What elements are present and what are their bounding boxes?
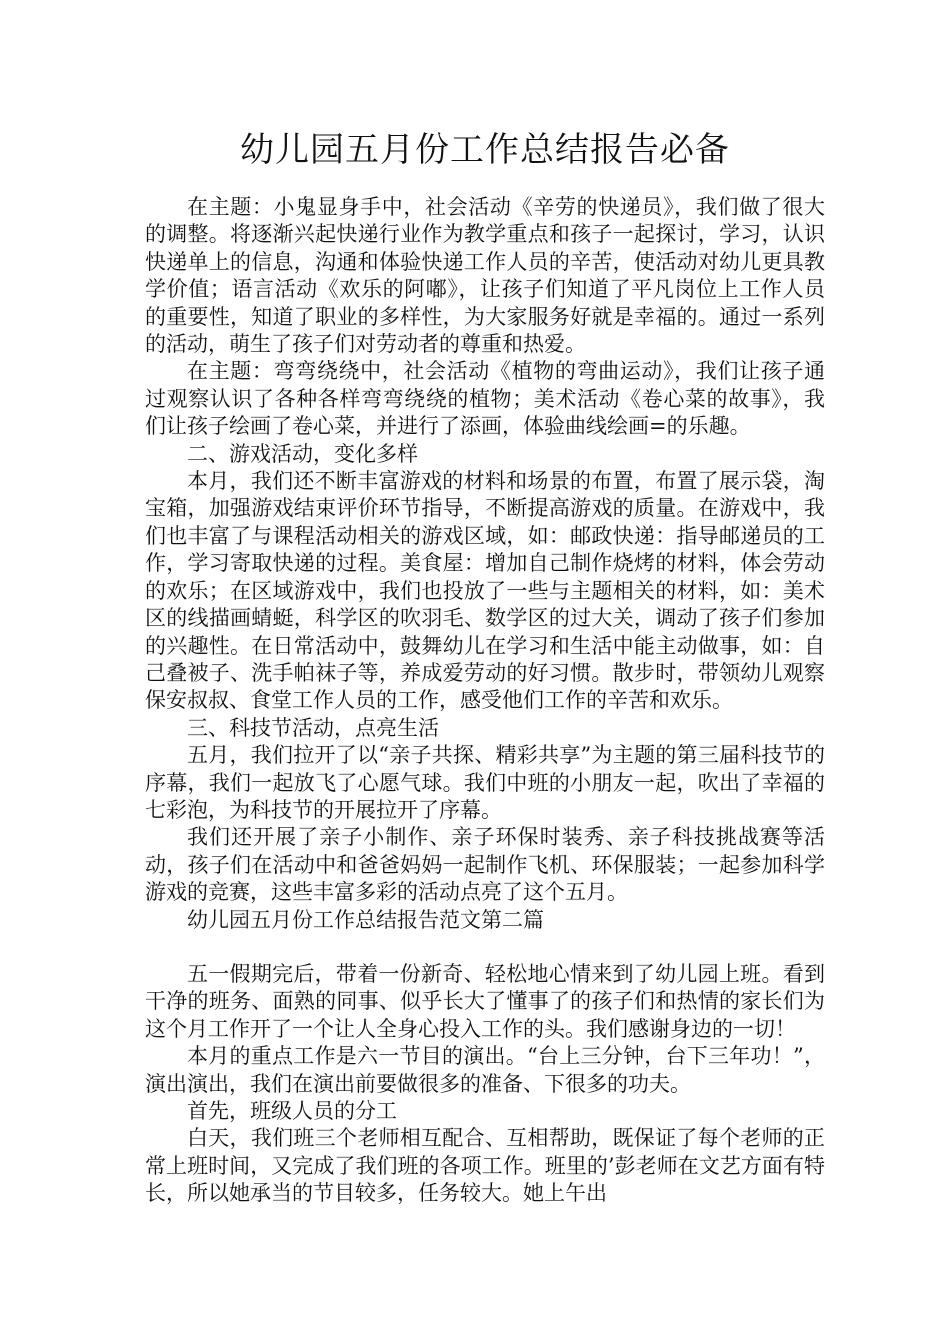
paragraph: 我们还开展了亲子小制作、亲子环保时装秀、亲子科技挑战赛等活动，孩子们在活动中和爸爸妈妈一起制作飞机、环保服装；一起参加科学游戏的竞赛，这些丰富多彩的活动点亮了这个五月。 [145,825,825,905]
paragraph: 五一假期完后，带着一份新奇、轻松地心情来到了幼儿园上班。看到干净的班务、面熟的同事、似乎长大了懂事了的孩子们和热情的家长们为这个月工作开了一个让人全身心投入工作的头。我们感谢身边的一切！ [145,961,825,1041]
paragraph: 本月，我们还不断丰富游戏的材料和场景的布置，布置了展示袋，淘宝箱，加强游戏结束评价环节指导，不断提高游戏的质量。在游戏中，我们也丰富了与课程活动相关的游戏区域，如：邮政快递：指导邮递员的工作，学习寄取快递的过程。美食屋：增加自己制作烧烤的材料，体会劳动的欢乐；在区域游戏中，我们也投放了一些与主题相关的材料，如：美术区的线描画蜻蜓，科学区的吹羽毛、数学区的过大关，调动了孩子们参加的兴趣性。在日常活动中，鼓舞幼儿在学习和生活中能主动做事，如：自己叠被子、洗手帕袜子等，养成爱劳动的好习惯。散步时，带领幼儿观察保安叔叔、食堂工作人员的工作，感受他们工作的辛苦和欢乐。 [145,469,825,713]
article-heading: 幼儿园五月份工作总结报告范文第二篇 [187,907,544,932]
document-title: 幼儿园五月份工作总结报告必备 [240,130,730,170]
section-heading: 首先，班级人员的分工 [187,1099,397,1123]
document-page [145,128,825,1208]
paragraph: 本月的重点工作是六一节目的演出。“台上三分钟，台下三年功！”，演出演出，我们在演出前要做很多的准备、下很多的功夫。 [145,1044,825,1096]
paragraph: 在主题：小鬼显身手中，社会活动《辛劳的快递员》，我们做了很大的调整。将逐渐兴起快递行业作为教学重点和孩子一起探讨，学习，认识快递单上的信息，沟通和体验快递工作人员的辛苦，使活动对幼儿更具教学价值；语言活动《欢乐的阿嘟》，让孩子们知道了平凡岗位上工作人员的重要性，知道了职业的多样性，为大家服务好就是幸福的。通过一系列的活动，萌生了孩子们对劳动者的尊重和热爱。 [145,195,825,357]
section-heading: 三、科技节活动，点亮生活 [187,715,439,740]
paragraph: 五月，我们拉开了以“亲子共探、精彩共享”为主题的第三届科技节的序幕，我们一起放飞了心愿气球。我们中班的小朋友一起，吹出了幸福的七彩泡，为科技节的开展拉开了序幕。 [145,743,825,822]
section-heading: 二、游戏活动，变化多样 [187,441,418,466]
document-body [145,194,825,1208]
paragraph: 白天，我们班三个老师相互配合、互相帮助，既保证了每个老师的正常上班时间，又完成了我们班的各项工作。班里的’彭老师在文艺方面有特长，所以她承当的节目较多，任务较大。她上午出 [145,1126,825,1206]
paragraph: 在主题：弯弯绕绕中，社会活动《植物的弯曲运动》，我们让孩子通过观察认识了各种各样弯弯绕绕的植物；美术活动《卷心菜的故事》，我们让孩子绘画了卷心菜，并进行了添画，体验曲线绘画=的乐趣。 [145,359,825,439]
